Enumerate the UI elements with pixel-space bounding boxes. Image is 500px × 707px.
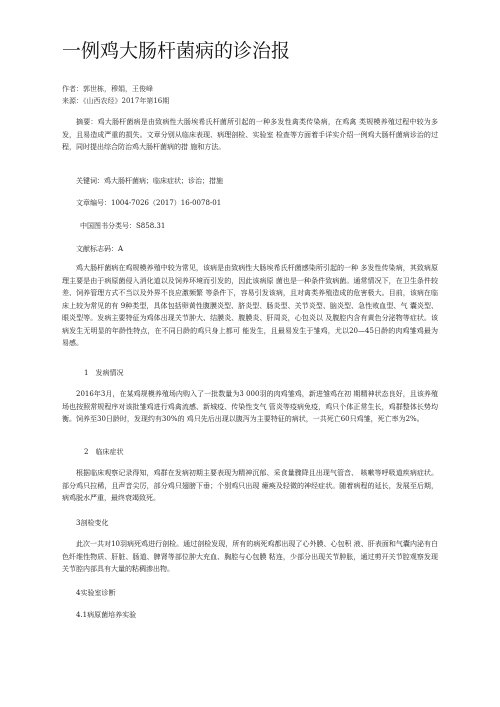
intro-paragraph: 鸡大肠杆菌病在鸡规模养殖中较为常见，该病是由致病性大肠埃希氏杆菌感染所引起的一种 多发性传染病，其致病原理主要是由于病原菌侵入消化道以及饲养环境而引发的，因此该病原 菌也是一种条件致病菌。通常情况下，在卫生条件较差、饲养管理方式不当以及外界不良应激频繁 等条件下，容易引发该病，且对禽类养殖造成的危害极大。目前，该病在临床上较为常见的有 9种类型，具体包括卵黄性腹膜炎型、脐炎型、肠炎型、关节炎型、脑炎型、急性败血型、气 囊炎型、眼炎型等。发病主要特征为鸡体出现关节肿大、结膜炎、腹膜炎、肝周炎，心包炎以 及腹腔内含有黄色分泌物等症状。该病发生无明显的年龄性特点，在不同日龄的鸡只身上都可 能发生，且最易发生于雏鸡，尤以20—45日龄的肉鸡雏鸡最为易感。 [62, 264, 438, 347]
document-code-line: 文献标志码：A [76, 245, 124, 253]
class-number-line: 中国图书分类号：S858.31 [80, 222, 166, 230]
section-1-heading: 1 发病情况 [84, 369, 124, 377]
source-line: 来源：《山西农经》2017年第16期 [62, 97, 170, 105]
section-4-heading: 4实验室诊断 [76, 589, 116, 597]
section-4-1-heading: 4.1病原菌培养实验 [76, 611, 137, 619]
section-1-paragraph: 2016年3月，在某鸡规模养殖场内购入了一批数量为3 000羽的肉鸡雏鸡，新进雏鸡在初 期精神状态良好，且该养殖场也按照常规程序对该批雏鸡进行鸡禽流感、新城疫、传染性支气 管炎等疫病免疫，鸡只个体正常生长，鸡群整体长势均衡。饲养至30日龄时，发现约有30%的 鸡只先后出现以腹泻为主要特征的病状，一共死亡60只鸡雏，死亡率为2%。 [62, 390, 438, 423]
keywords-line: 关键词：鸡大肠杆菌病；临床症状；诊治；措施 [76, 177, 223, 185]
abstract-paragraph: 摘要：鸡大肠杆菌病是由致病性大肠埃希氏杆菌所引起的一种多发性禽类传染病，在鸡禽 类规模养殖过程中较为多发，且易造成严重的损失。文章分别从临床表现、病理剖检、实验室 检查等方面着手详实介绍一例鸡大肠杆菌病诊治的过程，同时提出综合防治鸡大肠杆菌病的措 施和方法。 [62, 118, 438, 151]
section-3-heading: 3剖检变化 [76, 519, 109, 527]
section-2-paragraph: 根据临床观察记录得知，鸡群在发病初期主要表现为精神沉郁、采食量骤降且出现气管音、 咳嗽等呼吸道疾病症状。部分鸡只拉稀，且声音尖厉，部分鸡只翅膀下垂；个别鸡只出现 瘫痪及轻微的神经症状。随着病程的延长，发展至后期，病鸡脱水严重，最终衰竭致死。 [62, 469, 438, 502]
article-number-line: 文章编号：1004-7026（2017）16-0078-01 [76, 199, 222, 207]
authors-line: 作者：郭世栋，穆娟，王俊峰 [62, 85, 153, 93]
page-title: 一例鸡大肠杆菌病的诊治报 [62, 40, 291, 62]
section-2-heading: 2 临床症状 [84, 448, 124, 456]
section-3-paragraph: 此次一共对10羽病死鸡进行剖检。通过剖检发现，所有的病死鸡都出现了心外膜、心包积 液、肝表面和气囊内泌有白色纤维性物质、肝脏、肠道、脾肾等部位肿大充血、胸腔与心包膜 粘连，少部分出现关节肿胀，通过剪开关节腔观察发现关节腔内部具有大量的粘稠渗出物。 [62, 540, 438, 573]
